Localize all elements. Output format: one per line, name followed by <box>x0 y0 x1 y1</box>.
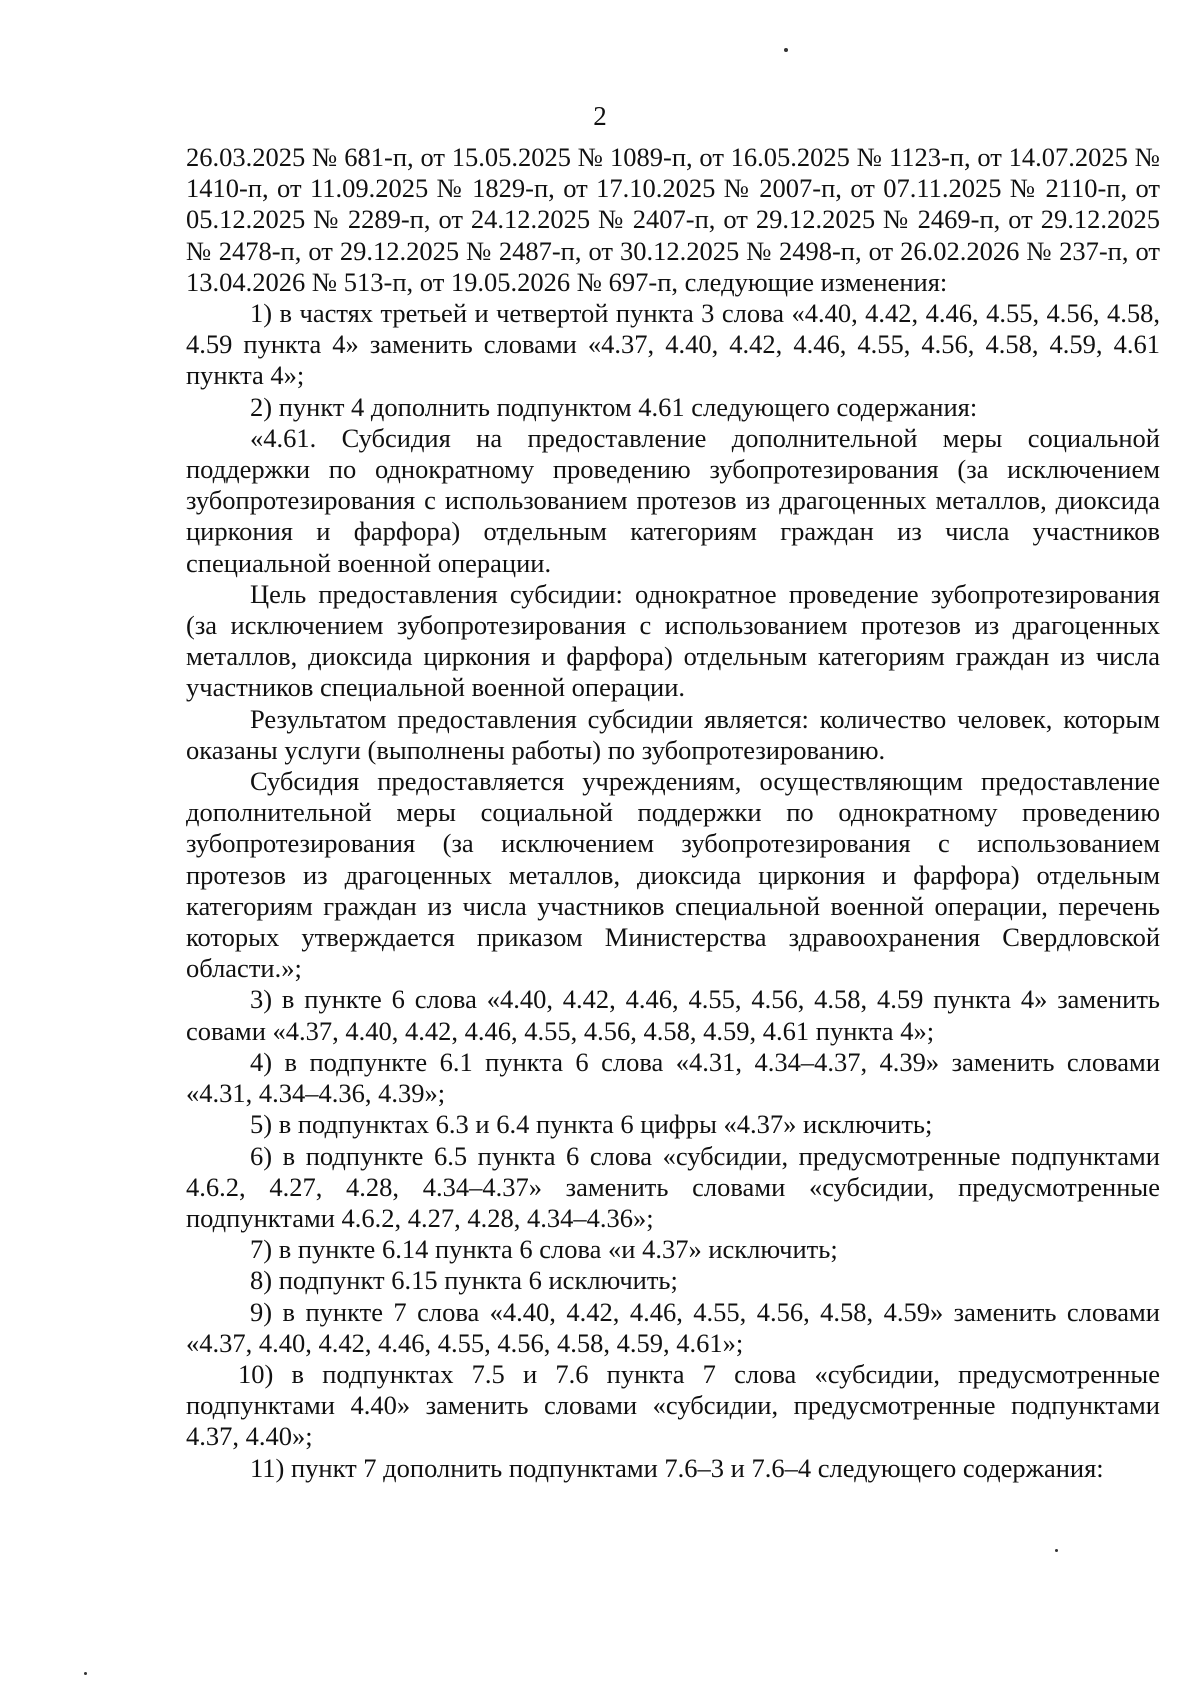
paragraph-item-5: 5) в подпунктах 6.3 и 6.4 пункта 6 цифры «4.37» исключить; <box>250 1109 933 1140</box>
paragraph-item-8: 8) подпункт 6.15 пункта 6 исключить; <box>250 1265 678 1296</box>
document-body <box>186 142 1160 1484</box>
paragraph-item-7: 7) в пункте 6.14 пункта 6 слова «и 4.37» исключить; <box>250 1234 838 1265</box>
paragraph-item-9: 9) в пункте 7 слова «4.40, 4.42, 4.46, 4.55, 4.56, 4.58, 4.59» заменить словами «4.37, 4.40, 4.42, 4.46, 4.55, 4.56, 4.58, 4.59, 4.61»; <box>186 1296 1160 1358</box>
paragraph-item-10: 10) в подпунктах 7.5 и 7.6 пункта 7 слова «субсидии, предусмотренные подпунктами 4.40» заменить словами «субсидии, предусмотренные подпунктами 4.37, 4.40»; <box>186 1358 1160 1452</box>
paragraph-item-1: 1) в частях третьей и четвертой пункта 3 слова «4.40, 4.42, 4.46, 4.55, 4.56, 4.58, 4.59 пункта 4» заменить словами «4.37, 4.40, 4.42, 4.46, 4.55, 4.56, 4.58, 4.59, 4.61 пункта 4»; <box>186 298 1160 391</box>
paragraph-item-3: 3) в пункте 6 слова «4.40, 4.42, 4.46, 4.55, 4.56, 4.58, 4.59 пункта 4» заменить совами «4.37, 4.40, 4.42, 4.46, 4.55, 4.56, 4.58, 4.59, 4.61 пункта 4»; <box>186 984 1160 1046</box>
paragraph-item-6: 6) в подпункте 6.5 пункта 6 слова «субсидии, предусмотренные подпунктами 4.6.2, 4.27, 4.28, 4.34–4.37» заменить словами «субсидии, предусмотренные подпунктами 4.6.2, 4.27, 4.28, 4.34–4.36»; <box>186 1140 1160 1233</box>
paragraph-item-2: 2) пункт 4 дополнить подпунктом 4.61 следующего содержания: <box>250 391 978 422</box>
scan-speck <box>784 48 788 52</box>
paragraph-subsidy-goal: Цель предоставления субсидии: однократное проведение зубопротезирования (за исключением зубопротезирования с использованием протезов из драгоценных металлов, диоксида циркония и фарфора) отдельным категориям граждан из числа участников специальной военной операции. <box>186 578 1160 703</box>
paragraph-amendments-list: 26.03.2025 № 681-п, от 15.05.2025 № 1089-п, от 16.05.2025 № 1123-п, от 14.07.2025 № 1410-п, от 11.09.2025 № 1829-п, от 17.10.2025 № 2007-п, от 07.11.2025 № 2110-п, от 05.12.2025 № 2289-п, от 24.12.2025 № 2407-п, от 29.12.2025 № 2469-п, от 29.12.2025 № 2478-п, от 29.12.2025 № 2487-п, от 30.12.2025 № 2498-п, от 26.02.2026 № 237-п, от 13.04.2026 № 513-п, от 19.05.2026 № 697-п, следующие изменения: <box>186 142 1160 297</box>
paragraph-subsidy-result: Результатом предоставления субсидии является: количество человек, которым оказаны услуги (выполнены работы) по зубопротезированию. <box>186 703 1160 765</box>
paragraph-item-4: 4) в подпункте 6.1 пункта 6 слова «4.31, 4.34–4.37, 4.39» заменить словами «4.31, 4.34–4.36, 4.39»; <box>186 1046 1160 1109</box>
scan-speck <box>84 1672 87 1675</box>
paragraph-subsidy-recipients: Субсидия предоставляется учреждениям, осуществляющим предоставление дополнительной меры социальной поддержки по однократному проведению зубопротезирования (за исключением зубопротезирования с использованием протезов из драгоценных металлов, диоксида циркония и фарфора) отдельным категориям граждан из числа участников специальной военной операции, перечень которых утверждается приказом Министерства здравоохранения Свердловской области.»; <box>186 766 1160 984</box>
page-number: 2 <box>593 101 607 131</box>
paragraph-item-11: 11) пункт 7 дополнить подпунктами 7.6–3 и 7.6–4 следующего содержания: <box>250 1452 1104 1483</box>
paragraph-subsidy-4-61: «4.61. Субсидия на предоставление дополнительной меры социальной поддержки по однократному проведению зубопротезирования (за исключением зубопротезирования с использованием протезов из драгоценных металлов, диоксида циркония и фарфора) отдельным категориям граждан из числа участников специальной военной операции. <box>186 422 1160 578</box>
scan-speck <box>1055 1549 1058 1552</box>
